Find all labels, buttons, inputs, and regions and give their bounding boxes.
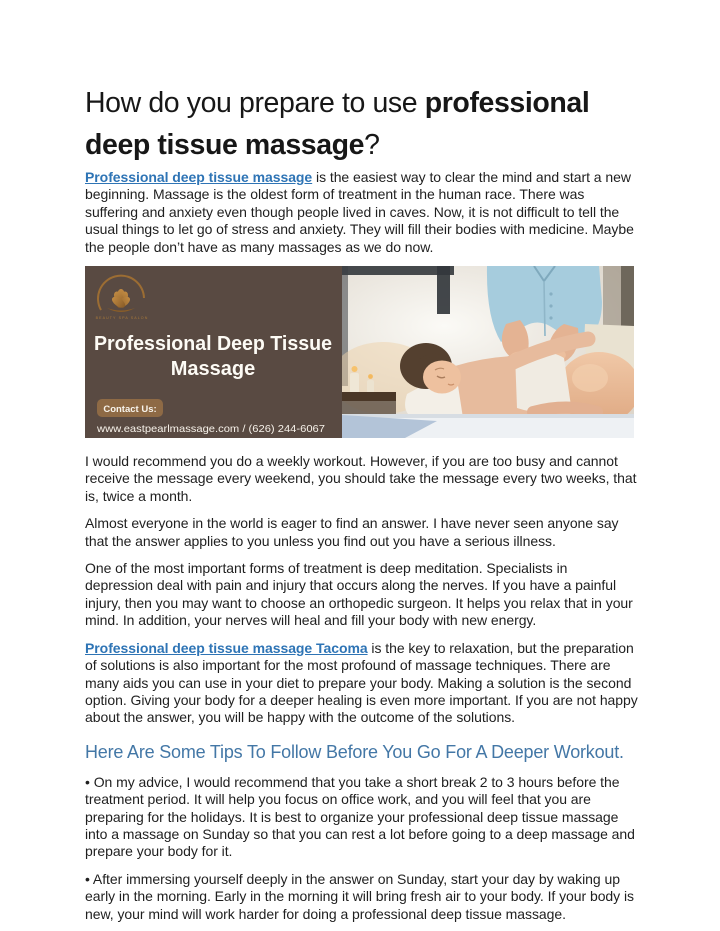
intro-paragraph: [85, 169, 638, 256]
banner-title-line2: Massage: [170, 358, 256, 381]
paragraph-weekly-workout: I would recommend you do a weekly workout. However, if you are too busy and cannot receive the message every weekend, you should take the message every two weeks, that is, twice a month.: [85, 453, 637, 504]
paragraph-find-answer: Almost everyone in the world is eager to find an answer. I have never seen anyone say that the answer applies to you unless you find out you have a serious illness.: [85, 515, 619, 549]
bullet-wake-early: • After immersing yourself deeply in the answer on Sunday, start your day by waking up early in the morning. Early in the morning it will bring fresh air to your body. If your body is new, your mind will work harder for doing a professional deep tissue massage.: [85, 870, 634, 922]
massage-table: [342, 414, 634, 438]
tacoma-hyperlink[interactable]: Professional deep tissue massage Tacoma: [85, 639, 368, 656]
page-title: [85, 82, 636, 166]
contact-info-text: www.eastpearlmassage.com / (626) 244-6067: [95, 424, 326, 436]
intro-hyperlink[interactable]: Professional deep tissue massage: [85, 169, 313, 185]
banner-image: [85, 266, 634, 438]
logo-tagline: BEAUTY SPA SALON: [95, 316, 149, 321]
tips-subheading: Here Are Some Tips To Follow Before You Go For A Deeper Workout.: [85, 741, 624, 762]
intro-text: is the easiest way to clear the mind and start a new beginning. Massage is the oldest form of treatment in the human race. There was suffering and anxiety even though people lived in caves. Now, it is not difficult to tell the usual things to let go of stress and anxiety. They will fill their bodies with medicine. Maybe the people don’t have as many massages as we do now.: [85, 169, 634, 255]
contact-us-label: Contact Us:: [103, 404, 157, 416]
title-keyword-bold: professional deep tissue massage: [85, 87, 590, 161]
title-regular-text: How do you prepare to use: [85, 87, 425, 119]
title-suffix: ?: [364, 129, 380, 161]
paragraph-tacoma: [85, 640, 638, 727]
banner-left-panel: [85, 266, 342, 438]
bullet-short-break: • On my advice, I would recommend that you take a short break 2 to 3 hours before the treatment period. It will help you focus on office work, and you will feel that you are preparing for the holidays. It is best to organize your professional deep tissue massage into a massage on Sunday so that you can rest a lot before going to a deep massage and prepare your body for it.: [85, 773, 635, 860]
banner-title-line1: Professional Deep Tissue: [94, 333, 332, 356]
paragraph-deep-meditation: One of the most important forms of treatment is deep meditation. Specialists in depression deal with pain and injury that occurs along the nerves. If you have a painful injury, then you may want to choose an orthopedic surgeon. It helps you relax that in your mind. In addition, your nerves will heal and fill your body with new energy.: [85, 560, 633, 629]
tacoma-text: is the key to relaxation, but the preparation of solutions is also important for the most profound of massage techniques. There are many aids you can use in your diet to prepare your body. Making a solution is the second option. Giving your body for a deeper healing is even more important. If you are not happy about the answer, you will be happy with the outcome of the solutions.: [85, 639, 638, 726]
photo-massage-scene: [331, 266, 634, 438]
